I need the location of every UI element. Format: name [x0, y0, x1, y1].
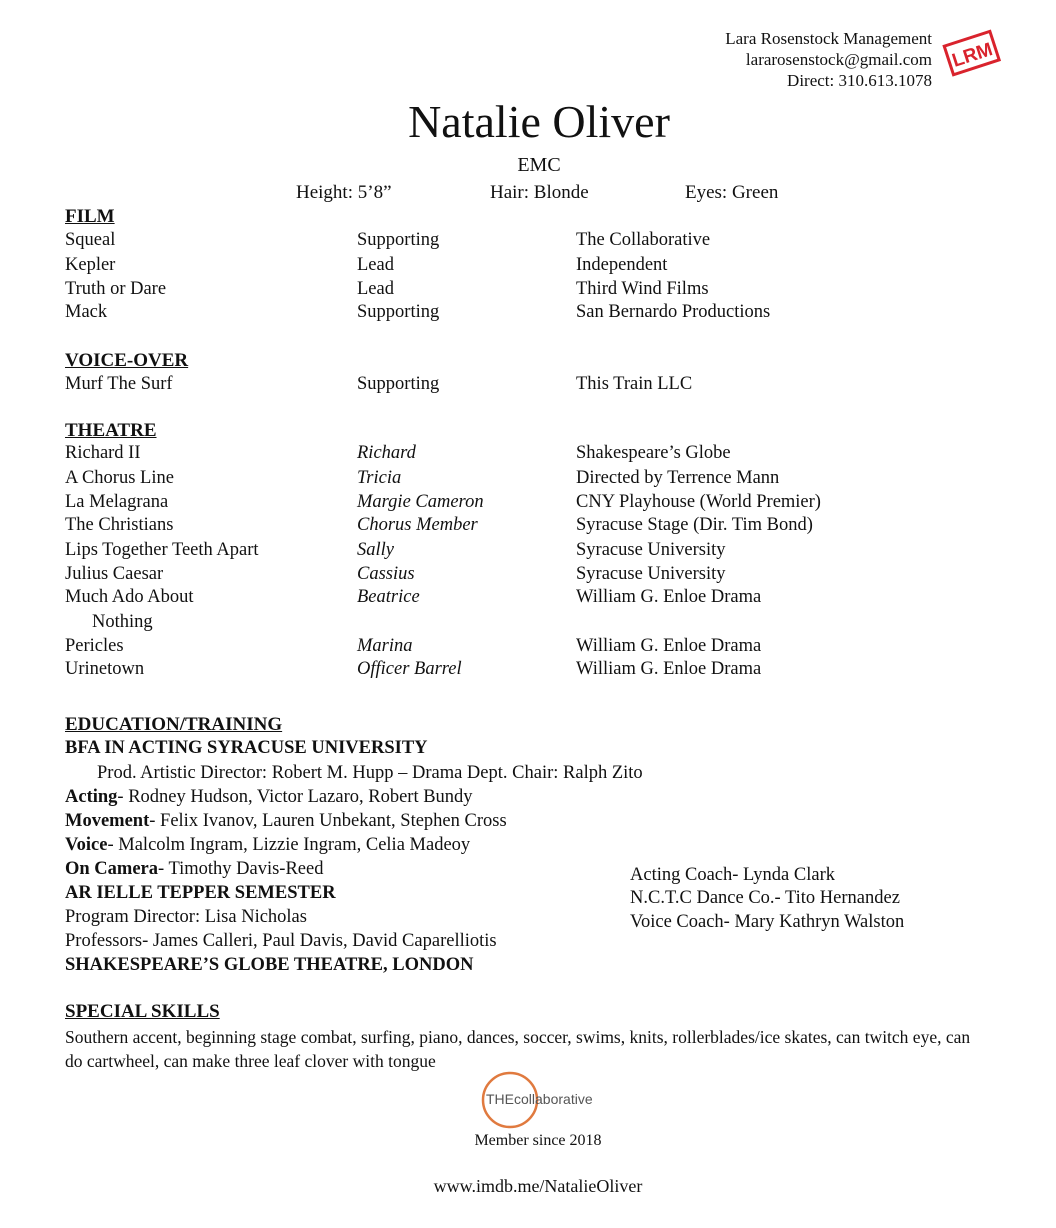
credit-title: Much Ado About: [65, 587, 194, 607]
credit-title: La Melagrana: [65, 492, 169, 512]
credit-role: Supporting: [357, 302, 440, 322]
camera-teachers: [65, 859, 323, 880]
coach-voice: Voice Coach- Mary Kathryn Walston: [630, 912, 905, 932]
camera-names: - Timothy Davis-Reed: [158, 859, 324, 879]
credit-title: Pericles: [65, 636, 124, 656]
credit-title: The Christians: [65, 515, 174, 535]
credit-row: [0, 443, 1056, 467]
credit-company: Directed by Terrence Mann: [576, 468, 780, 488]
movement-names: - Felix Ivanov, Lauren Unbekant, Stephen Cross: [149, 811, 507, 831]
svg-text:LRM: LRM: [949, 39, 996, 72]
credit-role: Officer Barrel: [357, 659, 462, 679]
height-stat: Height: 5’8”: [296, 182, 392, 203]
credit-title: Kepler: [65, 255, 116, 275]
credit-row: [0, 659, 1056, 683]
credit-title: A Chorus Line: [65, 468, 174, 488]
acting-label: Acting: [65, 787, 118, 807]
credit-company: Third Wind Films: [576, 279, 709, 299]
credit-company: Syracuse University: [576, 540, 726, 560]
member-since: Member since 2018: [474, 1132, 602, 1149]
credit-company: San Bernardo Productions: [576, 302, 771, 322]
credit-company: Syracuse Stage (Dir. Tim Bond): [576, 515, 813, 535]
bfa-degree: [65, 738, 428, 759]
voiceover-heading: VOICE-OVER: [65, 350, 189, 371]
tepper-label: AR IELLE TEPPER SEMESTER: [65, 883, 336, 903]
credit-row: [0, 515, 1056, 539]
coach-dance: N.C.T.C Dance Co.- Tito Hernandez: [630, 888, 900, 908]
credit-company: Syracuse University: [576, 564, 726, 584]
credit-title: Squeal: [65, 230, 116, 250]
credit-row: [0, 540, 1056, 564]
collaborative-logo-text: THEcollaborative: [486, 1091, 593, 1107]
credit-role: Tricia: [357, 468, 402, 488]
agency-name: Lara Rosenstock Management: [725, 29, 932, 48]
coach-acting: Acting Coach- Lynda Clark: [630, 865, 835, 885]
agency-contact: [725, 28, 932, 91]
credit-company: William G. Enloe Drama: [576, 587, 762, 607]
credit-title: Murf The Surf: [65, 374, 173, 394]
credit-title: Richard II: [65, 443, 141, 463]
credit-row: [0, 492, 1056, 516]
credit-role: Beatrice: [357, 587, 420, 607]
credit-role: Lead: [357, 279, 394, 299]
credit-row: [0, 374, 1056, 398]
credit-company: This Train LLC: [576, 374, 693, 394]
acting-teachers: [65, 787, 473, 808]
film-heading: FILM: [65, 206, 115, 227]
credit-row: [0, 468, 1056, 492]
credit-role: Margie Cameron: [357, 492, 484, 512]
credit-company: The Collaborative: [576, 230, 711, 250]
program-director: Program Director: Lisa Nicholas: [65, 907, 307, 927]
credit-title: Mack: [65, 302, 108, 322]
education-heading: EDUCATION/TRAINING: [65, 714, 283, 735]
credit-role: Marina: [357, 636, 413, 656]
credit-company: Independent: [576, 255, 668, 275]
globe-label: SHAKESPEARE’S GLOBE THEATRE, LONDON: [65, 955, 474, 975]
credit-role: Richard: [357, 443, 416, 463]
credit-role: Chorus Member: [357, 515, 478, 535]
prod-director: Prod. Artistic Director: Robert M. Hupp – Drama Dept. Chair: Ralph Zito: [97, 763, 643, 783]
credit-title: Truth or Dare: [65, 279, 167, 299]
hair-stat: Hair: Blonde: [490, 182, 589, 203]
lrm-stamp-logo: [941, 27, 1003, 81]
credit-title-continued: Nothing: [92, 612, 153, 632]
credit-role: Sally: [357, 540, 394, 560]
credit-company: William G. Enloe Drama: [576, 636, 762, 656]
credit-role: Supporting: [357, 374, 440, 394]
credit-role: Supporting: [357, 230, 440, 250]
acting-names: - Rodney Hudson, Victor Lazaro, Robert Bundy: [117, 787, 473, 807]
credit-company: Shakespeare’s Globe: [576, 443, 731, 463]
skills-heading: SPECIAL SKILLS: [65, 1001, 220, 1022]
movement-teachers: [65, 811, 507, 832]
credit-row: [0, 302, 1056, 326]
imdb-link[interactable]: www.imdb.me/NatalieOliver: [433, 1176, 643, 1196]
globe-theatre: [65, 955, 473, 976]
eyes-stat: Eyes: Green: [685, 182, 779, 203]
credit-row: [0, 279, 1056, 303]
credit-title: Urinetown: [65, 659, 145, 679]
agency-phone: Direct: 310.613.1078: [787, 71, 932, 90]
credit-title: Julius Caesar: [65, 564, 164, 584]
voice-label: Voice: [65, 835, 108, 855]
camera-label: On Camera: [65, 859, 158, 879]
credit-title: Lips Together Teeth Apart: [65, 540, 259, 560]
credit-role: Cassius: [357, 564, 415, 584]
credit-role: Lead: [357, 255, 394, 275]
credit-row: [0, 636, 1056, 660]
agency-email: lararosenstock@gmail.com: [745, 50, 932, 69]
voice-names: - Malcolm Ingram, Lizzie Ingram, Celia Madeoy: [107, 835, 471, 855]
credit-company: William G. Enloe Drama: [576, 659, 762, 679]
skills-text: Southern accent, beginning stage combat, surfing, piano, dances, soccer, swims, knits, rollerblades/ice skates, can twitch eye, can do cartwheel, can make three leaf clover with tongue: [65, 1027, 971, 1071]
tepper-semester: [65, 883, 336, 904]
credit-row: [0, 564, 1056, 588]
actor-name: Natalie Oliver: [408, 96, 670, 147]
credit-company: CNY Playhouse (World Premier): [576, 492, 821, 512]
union-status: EMC: [517, 154, 561, 176]
credit-row: [0, 230, 1056, 254]
voice-teachers: [65, 835, 470, 856]
bfa-label: BFA IN ACTING SYRACUSE UNIVERSITY: [65, 738, 428, 758]
credit-row: [0, 587, 1056, 611]
professors: Professors- James Calleri, Paul Davis, David Caparelliotis: [65, 931, 497, 951]
credit-row: [0, 612, 1056, 636]
theatre-heading: THEATRE: [65, 420, 157, 441]
movement-label: Movement: [65, 811, 150, 831]
credit-row: [0, 255, 1056, 279]
